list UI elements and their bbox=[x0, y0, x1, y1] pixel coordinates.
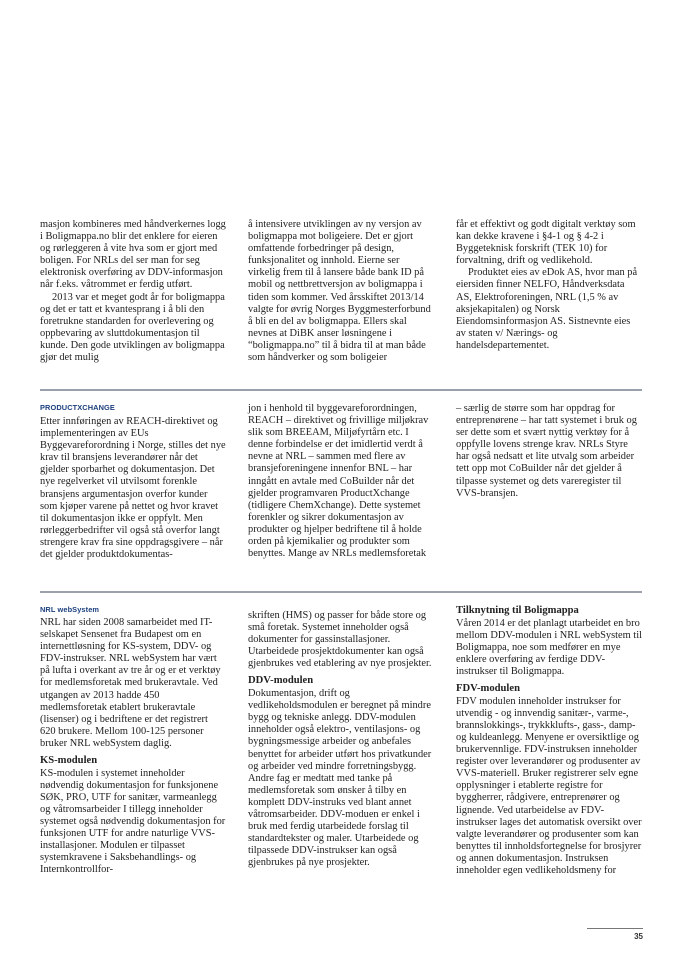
paragraph: Etter innføringen av REACH-direktivet og implementeringen av EUs Byggevareforordning i Norge, stilles det nye krav til bransjens leverandører når det gjelder sporbarhet og dokumentasjon. Det nye regelverket vil utvilsomt forenkle bransjens argumentasjon overfor kunder som kjøper varene på nettet og hvor kravet til dokumentasjon ikke er oppfylt. Men rørleggerbedrifter vil også stå overfor langt strengere krav fra sine oppdragsgivere – når det gjelder produktdokumentas- bbox=[40, 416, 226, 561]
subheading-boligmappa-link: Tilknytning til Boligmappa bbox=[456, 605, 579, 616]
productxchange-section bbox=[40, 403, 642, 561]
intro-column-3 bbox=[456, 219, 642, 364]
paragraph: jon i henhold til byggevareforordningen, REACH – direktivet og frivillige miljøkrav slik som BREEAM, Miljøfyrtårn etc. I denne forbindelse er det imidlertid verdt å nevne at NRL – sammen med flere av bransjeforeningene innenfor BNL – har inngått en avtale med CoBuilder når det gjelder programvaren ProductXchange (tidligere ChemXchange). Dette systemet forenkler og sikrer dokumentasjon av produkter og hjelper bedriftene til å holde orden på kjemikalier og produkter som benyttes. Mange av NRLs medlemsforetak bbox=[248, 403, 429, 560]
subheading-fdv-module: FDV-modulen bbox=[456, 683, 520, 695]
paragraph: 2013 var et meget godt år for boligmappa og det er tatt et kvantesprang i å bli den foretrukne standarden for overlevering og oppbevaring av sluttdokumentasjon til kunde. Den gode utviklingen av boligmappa gjør det mulig bbox=[40, 291, 225, 364]
page-number: 35 bbox=[587, 928, 643, 941]
subheading-ks-module: KS-modulen bbox=[40, 755, 98, 767]
websystem-column-1 bbox=[40, 604, 226, 877]
paragraph: FDV modulen inneholder instrukser for utvendig - og innvendig sanitær-, varme-, brannslokkings-, trykkklufts-, gass-, damp- og kuldeanlegg. Menyene er oversiktlige og brukervennlige. FDV-instruksen inneholder register over leverandører og produsenter av VVS-materiell. Bruker registrerer selv egne opplysninger i etablerte registre for byggherrer, rådgivere, entreprenører og lignende. Ved utarbeidelse av FDV-instrukser lages det automatisk oversikt over valgte leverandører og produsenter som kan benyttes til innholdsfortegnelse for brosjyrer og annen dokumentasjon. Instruksen inneholder egen vedlikeholdsmeny for bbox=[456, 695, 642, 876]
section-divider bbox=[40, 591, 642, 593]
productxchange-column-2 bbox=[248, 403, 434, 561]
paragraph: får et effektivt og godt digitalt verktøy som kan dekke kravene i §4-1 og § 4-2 i Byggeteknisk forskrift (TEK 10) for forvaltning, drift og vedlikehold. bbox=[456, 219, 636, 267]
section-label: NRL webSystem bbox=[40, 605, 100, 614]
paragraph: å intensivere utviklingen av ny versjon av boligmappa mot boligeiere. Det er gjort omfattende forbedringer på design, funksjonalitet og innhold. Eierne ser virkelig frem til å lansere både bank ID på mobil og nettbrettversjon av boligmappa i tiden som kommer. Ved årsskiftet 2013/14 valgte for øvrig Norges Byggmesterforbund å bli en del av boligmappa. Ellers skal nevnes at DiBK anser løsningene i “boligmappa.no” til å bidra til at man både som håndverker og som boligeier bbox=[248, 219, 431, 364]
paragraph: masjon kombineres med håndverkernes logg i Boligmappa.no blir det enklere for eieren og rørleggeren å vite hva som er gjort med boligen. For NRLs del ser man for seg elektronisk overføring av DDV-informasjon når f.eks. våtrommet er ferdig utført. bbox=[40, 219, 226, 291]
paragraph: KS-modulen i systemet inneholder nødvendig dokumentasjon for funksjonene SØK, PRO, UTF for sanitær, varmeanlegg og våtromsarbeider I tillegg inneholder systemet også nødvendig dokumentasjon for funksjonen UTF for andre naturlige VVS-installasjoner. Modulen er tilpasset systemkravene i Saksbehandlings- og Internkontrollfor- bbox=[40, 767, 226, 876]
paragraph: Våren 2014 er det planlagt utarbeidet en bro mellom DDV-modulen i NRL webSystem til Boligmappa, noe som medfører en mye enklere overføring av ferdige DDV-instrukser til Boligmappa. bbox=[456, 617, 642, 677]
productxchange-column-1 bbox=[40, 416, 226, 561]
intro-column-2 bbox=[248, 219, 434, 364]
websystem-column-3 bbox=[456, 604, 642, 877]
paragraph: skriften (HMS) og passer for både store og små foretak. Systemet inneholder også dokumenter for gassinstallasjoner. Utarbeidede prosjektdokumenter kan også gjenbrukes ved etablering av nye prosjekter. bbox=[248, 610, 432, 670]
paragraph: NRL har siden 2008 samarbeidet med IT-selskapet Sensenet fra Budapest om en internettløsning for KS-system, DDV- og FDV-instrukser. NRL webSystem har vært på lufta i overkant av tre år og er et verktøy for medlemsforetak med brukeravtale. Ved utgangen av 2013 hadde 450 medlemsforetak etablert brukeravtale (lisenser) og i bedriftene er det registrert 620 brukere. Mellom 100-125 personer bruker NRL webSystem daglig. bbox=[40, 617, 221, 749]
section-divider bbox=[40, 389, 642, 391]
websystem-section bbox=[40, 604, 642, 877]
paragraph: – særlig de større som har oppdrag for entreprenørene – har tatt systemet i bruk og ser dette som et svært nyttig verktøy for å oppfylle lovens strenge krav. NRLs Styre har også nedsatt et lite utvalg som arbeider tett opp mot CoBuilder når det gjelder å tilpasse systemet og dets vareregister til VVS-bransjen. bbox=[456, 403, 637, 499]
productxchange-column-3 bbox=[456, 403, 642, 561]
websystem-column-2 bbox=[248, 604, 434, 877]
paragraph: Dokumentasjon, drift og vedlikeholdsmodulen er beregnet på mindre bygg og tekniske anlegg. DDV-modulen inneholder også elektro-, ventilasjons- og bygningsmessige arbeider og anbefales benyttet for arbeider utført hos privatkunder og arbeider ved mindre forretningsbygg. Andre fag er medtatt med tanke på medlemsforetak som ønsker å tilby en komplett DDV-instruks ved blant annet våtromsarbeider. DDV-moduen er enkel i bruk med ferdig utarbeidede forslag til standardtekster og maler. Utarbeidede og tilpassede DDV-instrukser kan også gjenbrukes på nye prosjekter. bbox=[248, 688, 432, 869]
subheading-ddv-module: DDV-modulen bbox=[248, 675, 314, 687]
paragraph: Produktet eies av eDok AS, hvor man på eiersiden finner NELFO, Håndverksdata AS, Elektroforeningen, NRL (1,5 % av aksjekapitalen) og Norsk Eiendomsinformasjon AS. Sistnevnte eies av staten v/ Nærings- og handelsdepartementet. bbox=[456, 267, 638, 351]
section-label: PRODUCTXCHANGE bbox=[40, 403, 115, 412]
intro-column-1 bbox=[40, 219, 226, 364]
intro-section bbox=[40, 219, 642, 364]
